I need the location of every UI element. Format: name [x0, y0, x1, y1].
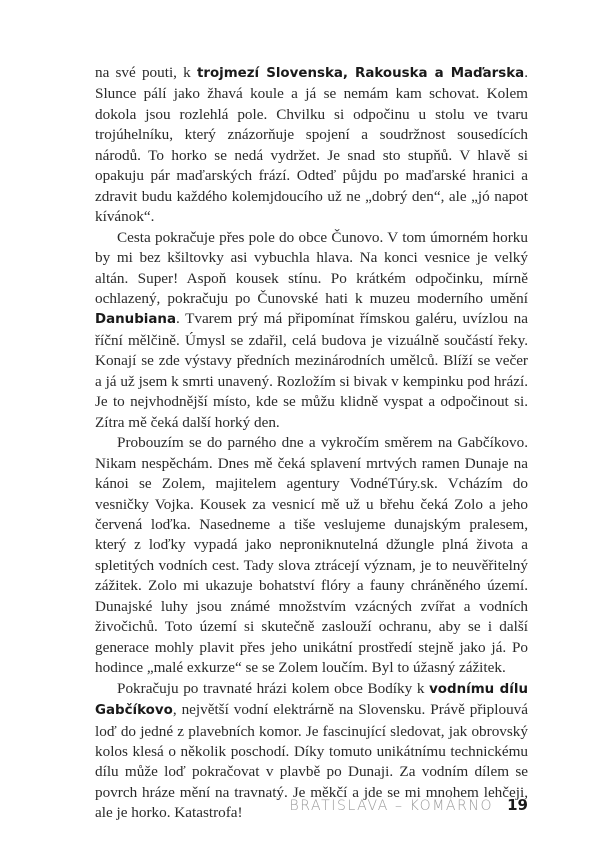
page-body — [95, 63, 528, 824]
paragraph — [95, 63, 528, 228]
text-run: Cesta pokračuje přes pole do obce Čunovo. V tom úmorném horku by mi bez kšiltovky asi vybuchla hlava. Na konci vesnice je velký altán. Super! Aspoň kousek stínu. Po krátkém odpočinku, mírně ochlazený, pokračuju po Čunovské hati k muzeu moderního umění — [95, 228, 528, 307]
bold-place-name: Danubiana — [95, 312, 176, 328]
bold-place-name: vodnímu dílu Gabčíkovo — [95, 681, 528, 719]
paragraph — [95, 228, 528, 434]
text-run: , největší vodní elektrárně na Slovensku. Právě připlouvá loď do jedné z plavebních komor. Je fascinující sledovat, jak obrovský kolos klesá o několik poschodí. Díky tomuto unikátnímu technickému dílu může loď pokračovat v plavbě po Dunaji. Za vodním dílem se povrch hráze mění na travnatý. Je měkčí a jde se mi mnohem lehčeji, ale je horko. Katastrofa! — [95, 701, 528, 822]
bold-place-name: trojmezí Slovenska, Rakouska a Maďarska — [196, 66, 525, 81]
paragraph — [95, 433, 528, 678]
text-run: Probouzím se do parného dne a vykročím směrem na Gabčíkovo. Nikam nespěchám. Dnes mě čeká splavení mrtvých ramen Dunaje na kánoi se Zolem, majitelem agentury VodnéTúry.sk. Vcházím do vesničky Vojka. Kousek za vesnicí mě už u břehu čeká Zolo a jeho červená loďka. Nasedneme a tiše veslujeme dunajským pralesem, který z loďky vypadá jako neproniknutelná džungle plná života a spletitých vodních cest. Tady slova ztrácejí význam, je to neuvěřitelný zážitek. Zolo mi ukazuje bohatství flóry a fauny chráněného území. Dunajské luhy jsou známé množstvím vzácných zvířat a vodních živočichů. Toto území si skutečně zaslouží ochranu, aby se i další generace mohly plavit přes jeho unikátní prostředí stejně jako já. Po hodince „malé exkurze“ se se Zolem loučím. Byl to úžasný zážitek. — [95, 434, 528, 677]
text-run: . Slunce pálí jako žhavá koule a já se nemám kam schovat. Kolem dokola jsou rozlehlá pole. Chvilku si odpočinu u stolu ve tvaru trojúhelníku, který znázorňuje spojení a soudržnost sousedících národů. To horko se nedá vydržet. Je snad sto stupňů. V hlavě si opakuju pár maďarských frází. Odteď půjdu po maďarské hranici a zdravit budu každého kolemjdoucího už ne „dobrý den“, ale „jó napot kívánok“. — [95, 64, 528, 226]
running-title: BRATISLAVA – KOMÁRNO — [289, 798, 494, 814]
page-number: 19 — [507, 796, 528, 814]
text-run: . Tvarem prý má připomínat římskou galéru, uvízlou na říční mělčině. Úmysl se zdařil, celá budova je vizuálně součástí řeky. Konají se zde výstavy předních mezinárodních umělců. Blíží se večer a já už jsem k smrti unavený. Rozložím si bivak v kempinku pod hrází. Je to nejvhodnější místo, kde se můžu klidně vyspat a odpočinout si. Zítra mě čeká další horký den. — [95, 310, 528, 431]
text-run: Pokračuju po travnaté hrázi kolem obce Bodíky k — [117, 679, 430, 697]
text-run: na své pouti, k — [95, 64, 197, 81]
page-footer — [289, 796, 528, 814]
